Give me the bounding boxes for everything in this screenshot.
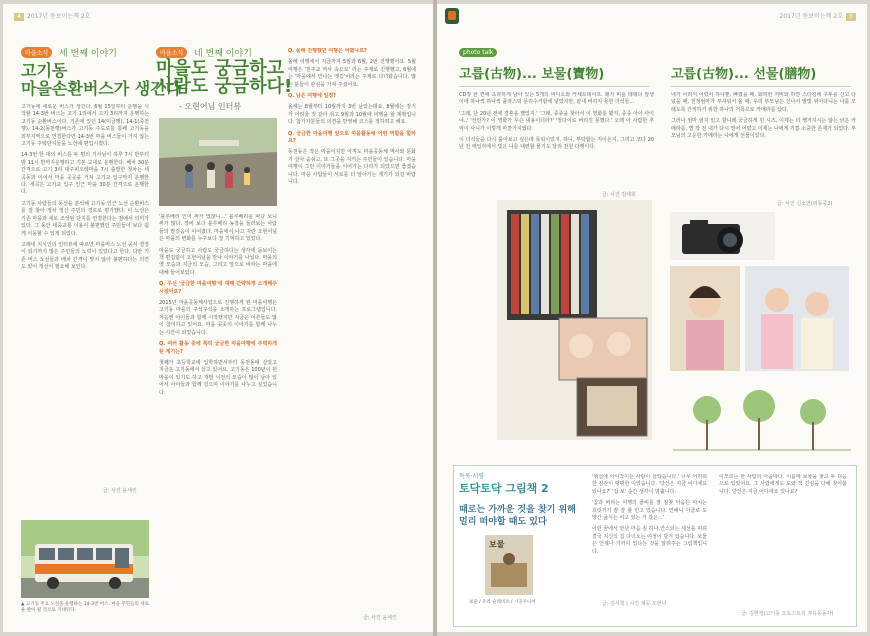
question-1: Q. 우선 '궁금한 마을여행'에 대해 간략하게 소개해주시겠어요? [159,281,277,295]
photo-caption: ▲ 고기동 주요 노선을 운행하는 14-3번 버스. 마을 주민들의 새로운 발이 될 것으로 기대된다. [21,602,149,613]
section-title: 고릅(古物)... 보물(寶物) [459,67,605,82]
section-body: CD장 한 켠에 초라하게 남아 있는 5개의 비디오와 카세트테이프. 왜가 비를 테테다 알생이에 하나씩 하나씩 플라스틱 문리수거함에 넣었지만, 끝내 버리지 못한 녀석들... '그래, 난 20년 전에 결혼을 했었지.' '그래, 종종을 찾아서 이 영화를 봤지, 종종 아이 사이야..' '선린가? 이 영화가 무슨 내용이더라?' '정다이로 버리진 못했다.' 오래 아 사람한 추억이 사니가 이렇게 마찬가지였다. 이 녀석들을 다시 틀어보고 싶은데 목워이었지. 하니, 부탁합는 지이온지, 그리고 코다 20년 전 태일리에서 빛은 나를 대련할 물기도 달리 천원 다행이다. [459,92,654,151]
child-photo-2 [745,266,849,371]
article-subtitle: - 오현어님 인터뷰 [179,102,242,111]
videotapes-photo [497,200,652,440]
book-review-credit-2: 글: 김서희 | 사진 제공 오현어 [602,601,667,607]
section-body: 내가 어려서 어렸어 하나뿐, 빠졌을 때, 화려한 저비와 하얀 스타킹에 구두를 신고 다녔을 때, 친정엄마가 부셔워서 올 때, 우리 부모님은 신나서 발빛 위아다니는 나를 모래도록 간직하기 위한 하나의 거목으로 카메라를 샀다. 그러나 엄마 엄지 있고 할니레 궁금하게 된 시즈, 이제는 더 쌩겨지시는 않는 낡은 카메라를, 별 장 전 내가 다시 열어 어렸고 이제는 나에게 기쁨 소중한 존재가 되었다. 부모님의 고운한 카메라는 나에게 선물이었다. [671,92,856,140]
child-group-illustration [745,266,849,371]
kicker: 세 번째 이야기 [59,49,117,59]
divider [671,86,851,87]
article-credit: 글: 사진 윤세린 [103,488,137,494]
right-page [437,4,867,632]
section-tag: 마을소식 [156,47,187,58]
running-head-left: 4 2017년 돋보이는책 2호 [11,11,90,21]
article-title: 마을도 궁금하고 사람도 궁금하다! [156,58,293,97]
book-review-title: 토닥토닥 그림책 2 [459,482,549,495]
videotape-illustration [497,200,652,440]
section-title: 고릅(古物)... 선물(膳物) [671,67,817,82]
question-3: Q. 올해 진행했던 여행은 어땠나요? [288,48,367,54]
running-head-right: 2017년 돋보이는책 2호 5 [780,11,859,21]
section-credit: 글: 사진 신소연(외동중2) [777,201,833,207]
book-review-subtitle: 때로는 가까운 것을 찾기 위해 멀리 떠야할 때도 있다 [459,505,576,527]
article-body: 고기동에 새로운 버스가 생긴다. 6월 15일부터 운행을 시작할 14-3번 버스는 고기 1리에서 고기 3리까지 운행하는 고기동 순환버스이다. 기존에 있던 14(미금행), 14-1(죽전행), 14-2(동천행)버스가 고기동 주도로를 통해 고기동을 외부지역으로 연결한다면 14-3번 마을 버스들이 가지 않는 고기동 주택단지들을 노선에 편입시켰다. 14-3번 한 대의 버스를 두 명의 기사님이 하루 7시 반부터 밤 11시 반까지운행하고 기본 교대로 운행한다. 배차 30분 간격으로 고기 3리 대주피오레마을 7시 출발한 첫차는 세곡동과 이어서 마을 곳곳을 거쳐 고기교 입구까지 운행한다. 세곡은 고기교 입구 인근 마을 30분 간격으로 운행한다. 고기동 사람들의 동선을 분석해 고기동 인근 노선 순환버스를 잘 찾아 정차 정신 주민의 경로로 평가했다. 이 노선은 기존 마을과 새로 조성된 단지를 연결한다는 점에서 의미가 있다. 그 동안 대중교통 이용이 불편했던 주민들이 보다 쉽게 이동할 수 있게 되었다. 고래네 지식인의 인터뷰에 따르면 마을버스 노선 공식 결정이 되기까지 많은 주민들의 노력이 있었다고 한다. 다만 기존 버스 노선들과 배차 간격이 맞지 않아 불편하다는 의견도 있어 개선이 필요해 보인다. [21,104,149,271]
question-4: Q. 남은 여행에 일정? [288,93,337,100]
child-photo-1 [670,266,740,371]
question-2: Q. 여러 활동 중에 특히 궁금한 마을여행에 주력하게 된 계기는? [159,341,277,355]
group-illustration [159,118,277,206]
book-review-col-1: '엠실에 아이작이는 사람이 살았습니다.' 너무 어려워 한 잠잔이 팽팽한 이었습니다. '당신은 지금 어디에요 있나요?' '집 보' 순간 생각이 멈춥니다. '참과 버텨는 여행의 줄비를 잠 잠찾 마음은 마치는 흐릿끼기 잠 잘 할 민고 있습니다. 연해니 아클로 도망간 굶식는 여고 있는 거 같은...' 이런 꿈에서 만난 마음 짐 하나 안스되는 세상을 피워 결국 지신의 집 다녀오는 여정이 담겨 있습니다. 보물은 언제나 가까이 있다는 것을 알려주는 그림책입니다. [592,474,707,555]
camera-photo [670,212,775,260]
page-number: 4 [14,13,24,21]
page-number: 5 [846,13,856,21]
bus-photo [21,520,149,598]
camera-illustration [670,212,775,260]
book-cover-title: 보물 [489,540,505,549]
article-credit: 글: 사진 윤세린 [363,615,397,621]
walking-group-photo [159,118,277,206]
interview-col-2: Q. 올해 진행했던 여행은 어땠나요? 올해 여행에서 지금까지 5월과 6월, 2번 진행했어요. 5월 여행은 '천주교 역사 속으로' 라는 주제로 진행했고, 6월에는 '마을에서 만나는 옛길'이라는 주제로 다녀왔습니다. 많은 분들이 관심을 가져 주셨어요. Q. 남은 여행에 일정? 올해는 8월부터 10월까지 3번 남았는데요. 8월에는 장기가 어려울 것 같아 쉬고 9월과 10월에 여행을 할 계획입니다. 참가자분들의 의견을 반영해 코스를 정하려고 해요. Q. 궁금한 마을여행 앞으로 마을활동에 어떤 역할을 할까요? 동천동은 작은 마을이지만 아직도 마을공동체 역사와 문화가 살아 숨쉬고, 또 그곳을 지키는 주민들이 있습니다. 마을여행이 그런 이야기들을 이어가는 다리가 되었으면 좋겠습니다. 마을 사람들이 서로를 더 알아가는 계기가 되길 바랍니다. [288,48,416,186]
book-review-header: 독독·서평 [459,473,485,480]
trees-art [673,384,851,454]
section-credit: 글: 사진 김태희 [602,192,636,198]
book-caption: 보물 / 유리 슐레비츠 / 시공주니어 [469,600,536,605]
section-tag: photo talk [459,48,497,57]
divider [459,86,649,87]
interview-col-1: '블루베리 인어 싸가 였잖니...' 블루베리를 따다 보니 싸가 많다. 장비 보다 블루베리 농장을 둘러보는 사람들의 발걸음이 이어졌다. 마을에서 나고 자란 오현어님은 마을의 변화를 누구보다 잘 기억하고 있었다. 마을도 궁금하고 사람도 궁금하다는 생각에 돋보이는책 편집팀이 오현어님을 만나 이야기를 나눴다. 마을의 옛 모습과 지금의 모습, 그리고 앞으로 바라는 마을에 대해 들어보았다. Q. 우선 '궁금한 마을여행'에 대해 간략하게 소개해주시겠어요? 2015년 마을공동체사업으로 진행하게 된 마을여행은 고기동 마을의 구석구석을 소개하는 프로그램입니다. 처음엔 아이들과 함께 시작했지만 지금은 어른들도 많이 참여하고 있어요. 마을 곳곳의 이야기를 함께 나누는 시간이 되었습니다. Q. 여러 활동 중에 특히 궁금한 마을여행에 주력하게 된 계기는? 첫째가 초등학교에 입학하면서부터 동천동에 살았고 지금은 고기동에서 살고 있어요. 고기동은 100년이 된 마을이 있기도 하고 개발 이전의 모습이 많이 남아 있어서 아이들과 함께 걸으며 이야기를 나누고 싶었습니다. [159,214,277,396]
book-review-col-2: 이모르는 한 사람의 아줌마다. 이름에 보물을 찾고 두 다음으로 있었어요. 그 사람에게도 도와 적 진심을 다해 찾아봅니다. 당신은 지금 어디에요 있나요? [719,474,847,495]
question-5: Q. 궁금한 마을여행 앞으로 마을활동에 어떤 역할을 할까요? [288,130,416,145]
left-page [3,4,433,632]
magazine-logo-icon [445,8,459,24]
trees-illustration [673,384,851,454]
book-review-credit: 글: 김현정(고기동 오토스토리 자유동동자) [741,611,834,617]
book-cover [485,535,533,595]
section-tag: 마을소식 [21,47,52,58]
bus-illustration [21,520,149,598]
kicker: 네 번째 이야기 [194,49,252,59]
article-title: 고기동 마을손환버스가 생긴다 [21,61,182,98]
book-cover-art [485,535,533,595]
child-illustration [670,266,740,371]
